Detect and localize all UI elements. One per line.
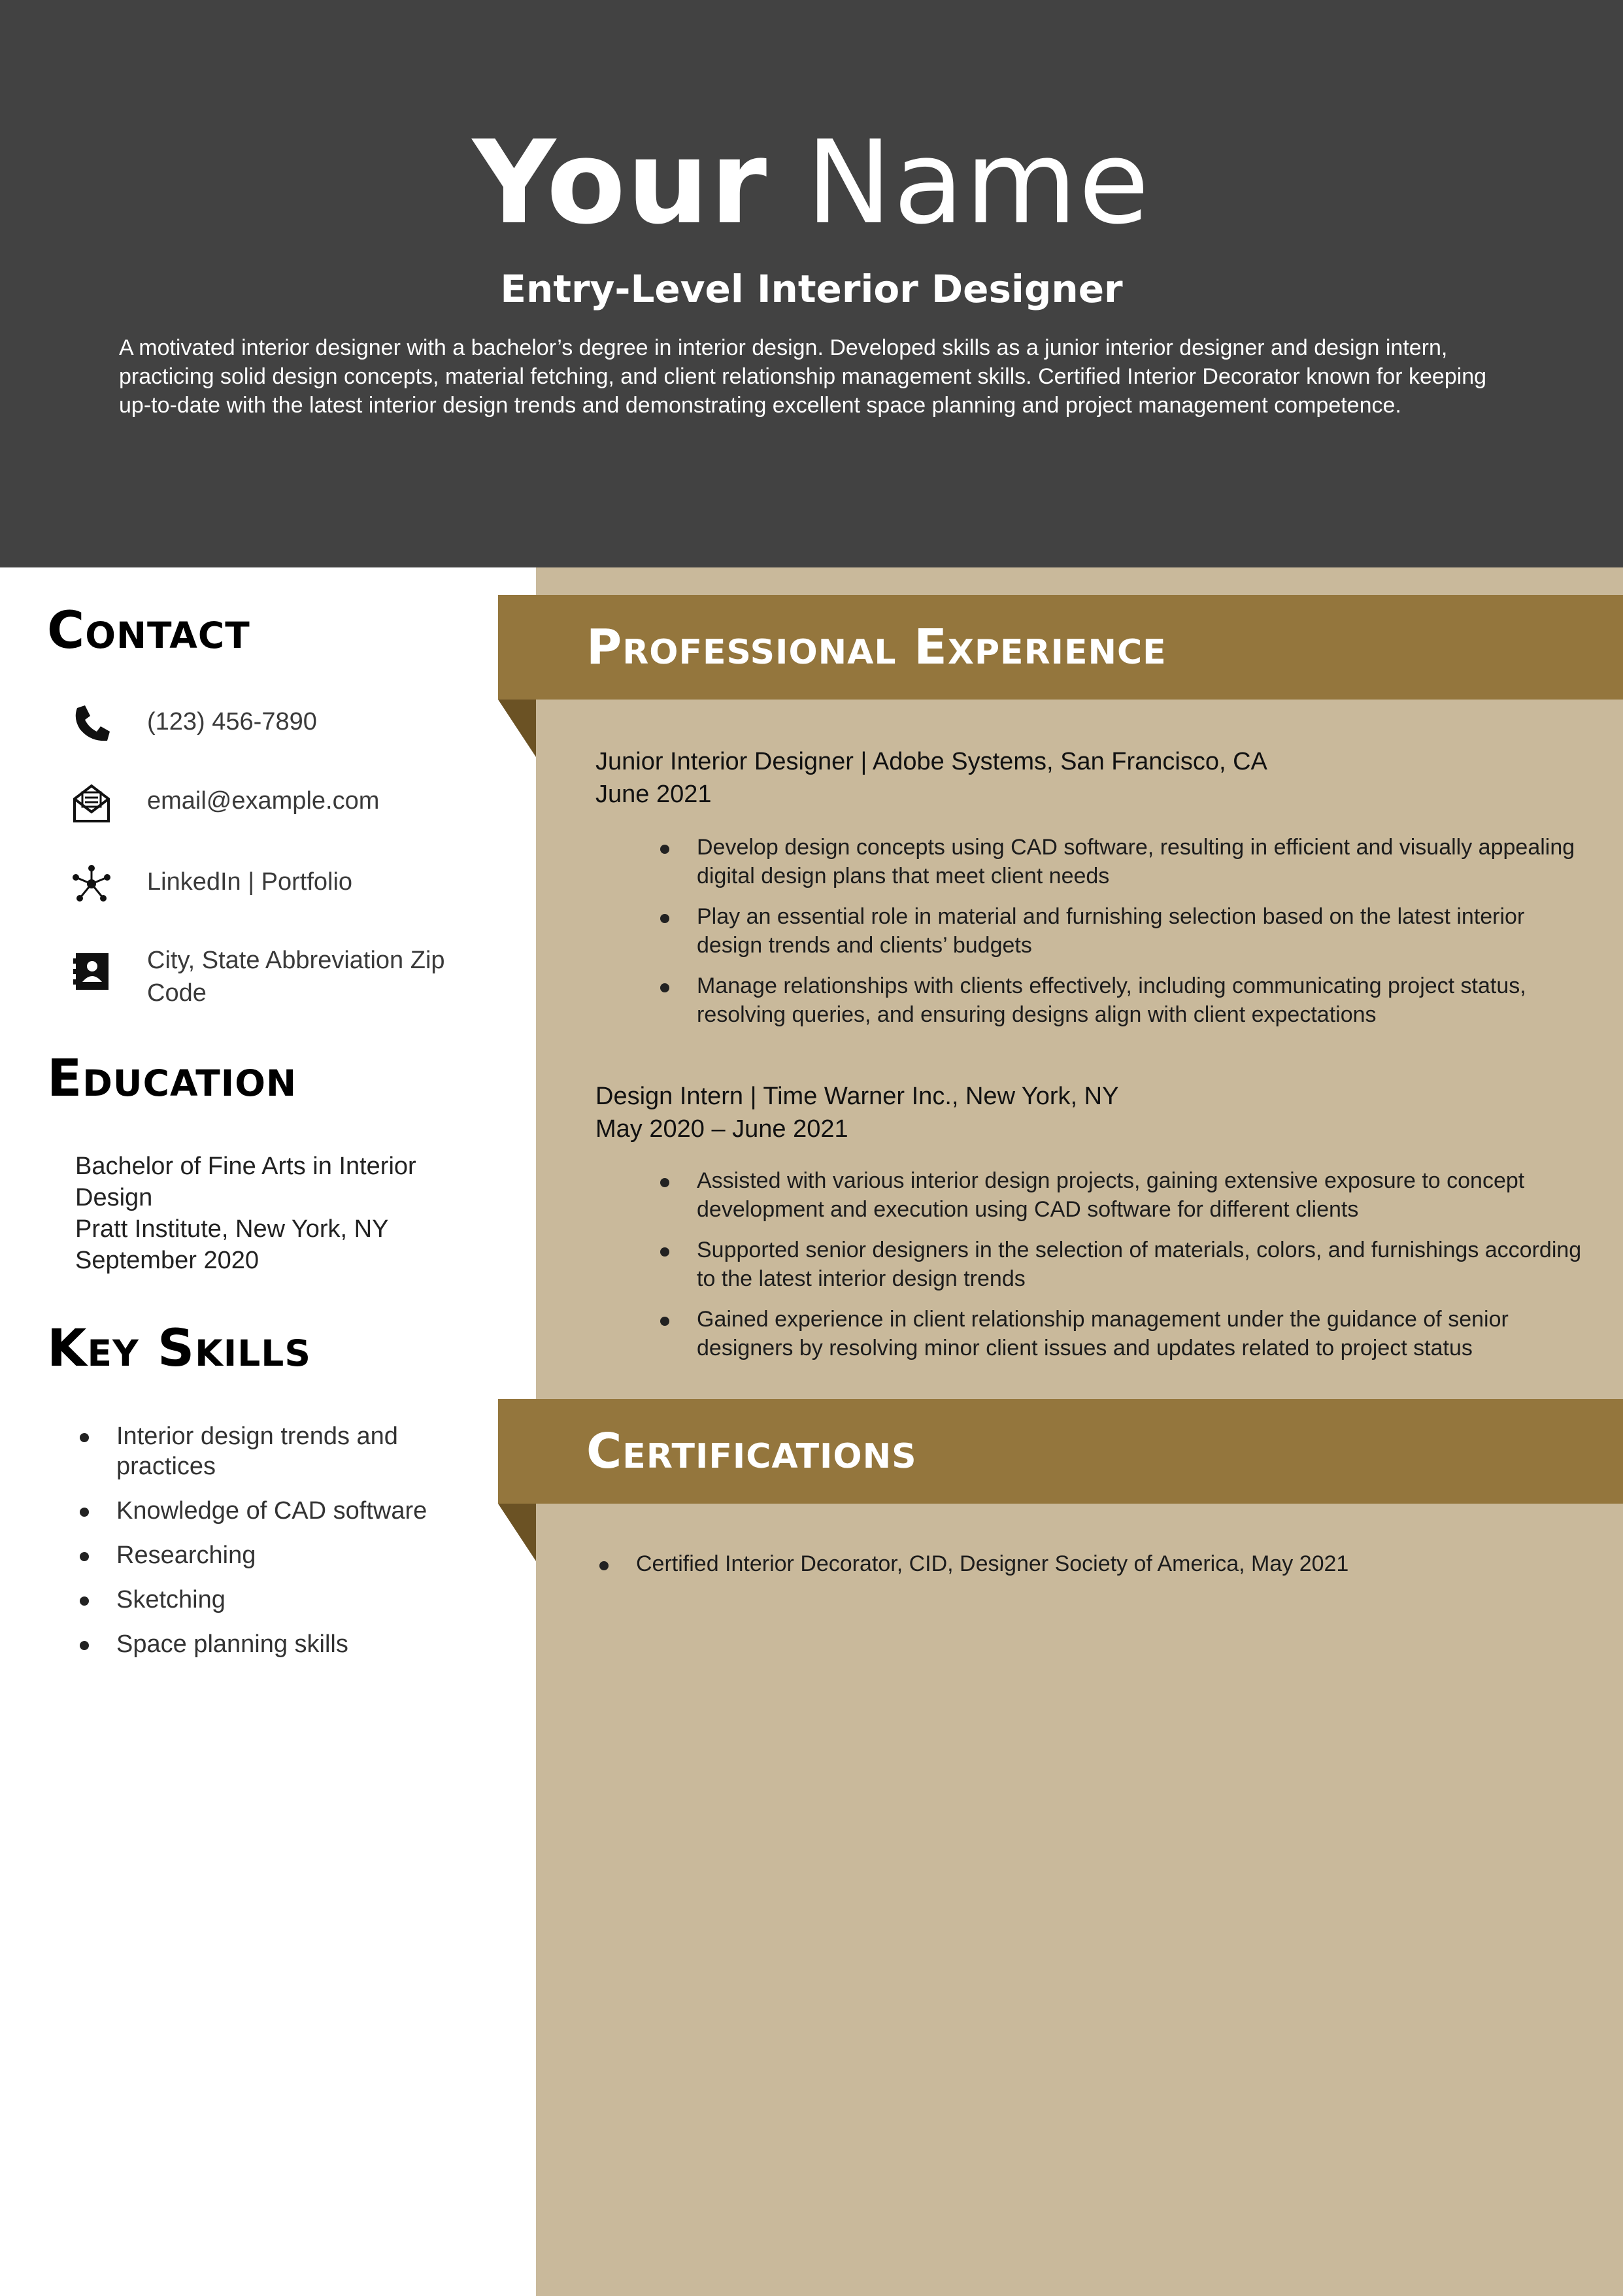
job-2-bullets [697,1166,1592,1374]
list-item: Gained experience in client relationship management under the guidance of senior designers by resolving minor client issues and updates related to project status [697,1305,1592,1362]
job-1 [595,745,1576,811]
list-item: Supported senior designers in the selection of materials, colors, and furnishings according to the latest interior design trends [697,1236,1592,1293]
bullet-icon [80,1433,89,1442]
phone-number: (123) 456-7890 [147,708,317,735]
bullet-icon [80,1508,89,1517]
list-item: Manage relationships with clients effectively, including communicating project status, resolving queries, and ensuring designs align with client expectations [697,971,1592,1029]
bullet-icon [599,1561,609,1570]
phone-icon [71,703,112,745]
list-item: Sketching [116,1585,482,1615]
bullet-icon [80,1596,89,1606]
experience-banner [498,595,1623,700]
experience-heading: Professional Experience [586,619,1167,675]
address: City, State Abbreviation Zip Code [147,947,445,1007]
certifications-banner [498,1399,1623,1504]
bullet-icon [660,914,669,923]
certifications-heading: Certifications [586,1423,917,1479]
skills-heading: Key Skills [47,1319,311,1378]
bullet-icon [660,1317,669,1326]
summary: A motivated interior designer with a bachelor’s degree in interior design. Developed skills as a junior interior designer and design intern, practicing solid design concepts, material fetching, and client relationship management skills. Certified Interior Decorator known for keeping up-to-date with the latest interior design trends and demonstrating excellent space planning and project management competence. [119,335,1487,418]
address-book-icon [71,951,112,992]
certifications-list [636,1549,1577,1578]
bullet-icon [660,1178,669,1187]
email-address[interactable]: email@example.com [147,787,380,815]
bullet-icon [80,1641,89,1650]
job-title-company: Junior Interior Designer | Adobe Systems, San Francisco, CA [595,748,1267,775]
banner-fold [498,700,536,757]
last-name: Name [806,116,1151,250]
skills-list [116,1421,482,1674]
education-entry [75,1151,494,1276]
candidate-name [0,111,1623,255]
education-heading: Education [47,1049,297,1108]
list-item: Develop design concepts using CAD software, resulting in efficient and visually appealing digital design plans that meet client needs [697,833,1592,890]
job-date: May 2020 – June 2021 [595,1115,848,1143]
job-2 [595,1080,1576,1145]
list-item: Knowledge of CAD software [116,1496,482,1526]
job-title-company: Design Intern | Time Warner Inc., New York, NY [595,1083,1119,1110]
bullet-icon [660,983,669,992]
degree: Bachelor of Fine Arts in Interior Design [75,1153,416,1211]
banner-fold [498,1504,536,1561]
network-icon [71,863,112,905]
job-1-bullets [697,833,1592,1041]
contact-heading: Contact [47,601,250,660]
list-item: Researching [116,1540,482,1570]
list-item: Interior design trends and practices [116,1421,482,1481]
first-name: Your [472,116,769,250]
linkedin-portfolio-links[interactable]: LinkedIn | Portfolio [147,868,353,896]
list-item: Space planning skills [116,1629,482,1659]
header [0,0,1623,567]
list-item: Assisted with various interior design projects, gaining extensive exposure to concept development and execution using CAD software for different clients [697,1166,1592,1224]
job-date: June 2021 [595,781,712,808]
education-date: September 2020 [75,1247,259,1274]
envelope-icon [71,782,112,824]
bullet-icon [660,1247,669,1257]
bullet-icon [660,845,669,854]
school: Pratt Institute, New York, NY [75,1215,389,1243]
bullet-icon [80,1552,89,1561]
list-item: Certified Interior Decorator, CID, Designer Society of America, May 2021 [636,1549,1577,1578]
list-item: Play an essential role in material and furnishing selection based on the latest interior design trends and clients’ budgets [697,902,1592,960]
job-title: Entry-Level Interior Designer [500,267,1123,311]
